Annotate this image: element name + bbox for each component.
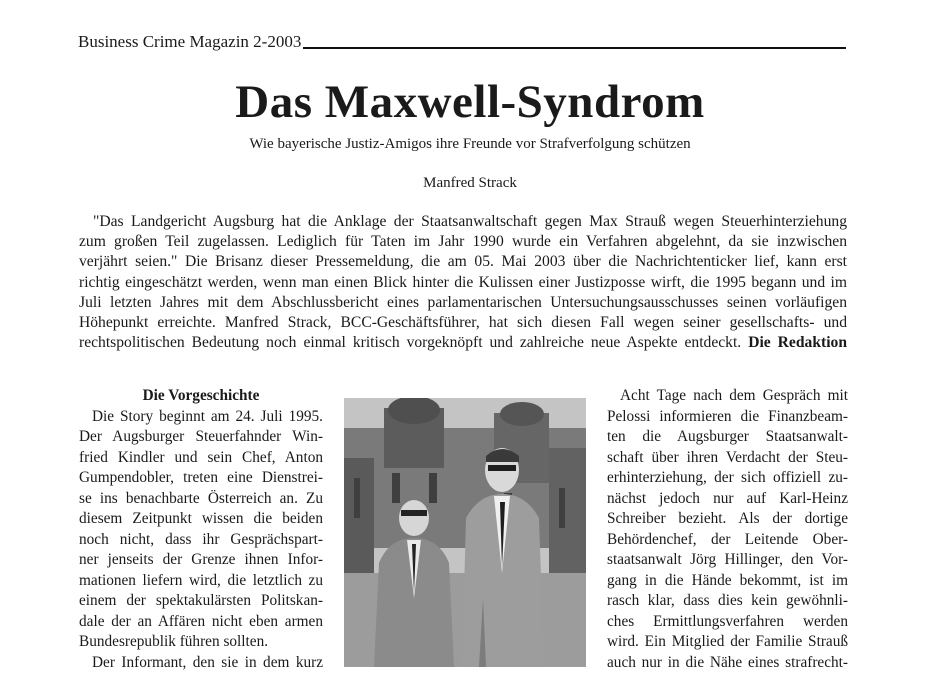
body-line: Der Augsburger Steuerfahnder Win-: [79, 427, 323, 448]
body-line: ner jenseits der Grenze ihnen Infor-: [79, 550, 323, 571]
body-line: Die Story beginnt am 24. Juli 1995.: [79, 407, 323, 428]
body-line: Behördenchef, der Leitende Ober-: [607, 530, 848, 551]
lead-line: Juli letzten Jahres mit dem Abschlussbericht eines parlamentarischen Untersuchungsausschusses seinen vorläufigen: [79, 293, 847, 313]
lead-line-final: [79, 333, 847, 353]
body-line: ten die Augsburger Staatsanwalt-: [607, 427, 848, 448]
lead-line: verjährt seien." Die Brisanz dieser Pressemeldung, die am 05. Mai 2003 über die Nachrichtenticker lief, kann erst: [79, 252, 847, 272]
lead-paragraph: [79, 212, 847, 353]
body-line: gang in die Hände bekommt, ist im: [607, 571, 848, 592]
body-line: nächst jedoch nur auf Karl-Heinz: [607, 489, 848, 510]
body-line: Acht Tage nach dem Gespräch mit: [607, 386, 848, 407]
body-line: rasch klar, dass dies kein gewöhnli-: [607, 591, 848, 612]
body-line: se ins benachbarte Österreich an. Zu: [79, 489, 323, 510]
body-line: ches Ermittlungsverfahren werden: [607, 612, 848, 633]
lead-line: Höhepunkt erreichte. Manfred Strack, BCC-Geschäftsführer, hat sich diesen Fall wegen seiner gesellschafts- und: [79, 313, 847, 333]
lead-line: richtig eingeschätzt werden, wenn man einen Blick hinter die Kulissen einer Justizposse wirft, die 1995 begann und im: [79, 273, 847, 293]
body-line: schaft über ihren Verdacht der Steu-: [607, 448, 848, 469]
photo-two-men-before-cathedral: [344, 398, 586, 667]
body-line: diesem Zeitpunkt wissen die beiden: [79, 509, 323, 530]
body-line: mationen liefern wird, die letztlich zu: [79, 571, 323, 592]
lead-line: "Das Landgericht Augsburg hat die Anklage der Staatsanwaltschaft gegen Max Strauß wegen Steuerhinterziehung: [79, 212, 847, 232]
lead-line: zum großen Teil zugelassen. Lediglich für Taten im Jahr 1990 wurde ein Verfahren abgelehnt, da sie inzwischen: [79, 232, 847, 252]
body-line: dale der an Affären nicht eben armen: [79, 612, 323, 633]
body-line: einem der spektakulärsten Politskan-: [79, 591, 323, 612]
body-line: Der Informant, den sie in dem kurz: [79, 653, 323, 673]
article-title: Das Maxwell-Syndrom: [0, 74, 940, 130]
article-subtitle: Wie bayerische Justiz-Amigos ihre Freunde vor Strafverfolgung schützen: [0, 135, 940, 153]
body-line: staatsanwalt Jörg Hillinger, den Vor-: [607, 550, 848, 571]
page-header: [78, 32, 846, 52]
body-line: wird. Ein Mitglied der Familie Strauß: [607, 632, 848, 653]
body-line: Schreiber bezieht. Als der dortige: [607, 509, 848, 530]
article-author: Manfred Strack: [0, 174, 940, 192]
publication-name: Business Crime Magazin 2-2003: [78, 32, 301, 52]
body-line: Gumpendobler, treten eine Dienstrei-: [79, 468, 323, 489]
left-column: [79, 386, 323, 673]
article-photo: [344, 398, 586, 667]
body-line: fried Kindler und sein Chef, Anton: [79, 448, 323, 469]
section-heading: Die Vorgeschichte: [79, 386, 323, 407]
body-line: erhinterziehung, der sich offiziell zu-: [607, 468, 848, 489]
body-line: auch nur in die Nähe eines strafrecht-: [607, 653, 848, 673]
lead-signoff: Die Redaktion: [748, 334, 847, 351]
lead-line-text: rechtspolitischen Bedeutung noch einmal kritisch vorgeknöpft und zahlreiche neue Aspekte entdeckt.: [79, 334, 741, 351]
body-line: noch nicht, dass ihr Gesprächspart-: [79, 530, 323, 551]
right-column: [607, 386, 848, 673]
header-rule: [303, 47, 846, 49]
body-line: Bundesrepublik führen sollten.: [79, 632, 323, 653]
body-line: Pelossi informieren die Finanzbeam-: [607, 407, 848, 428]
